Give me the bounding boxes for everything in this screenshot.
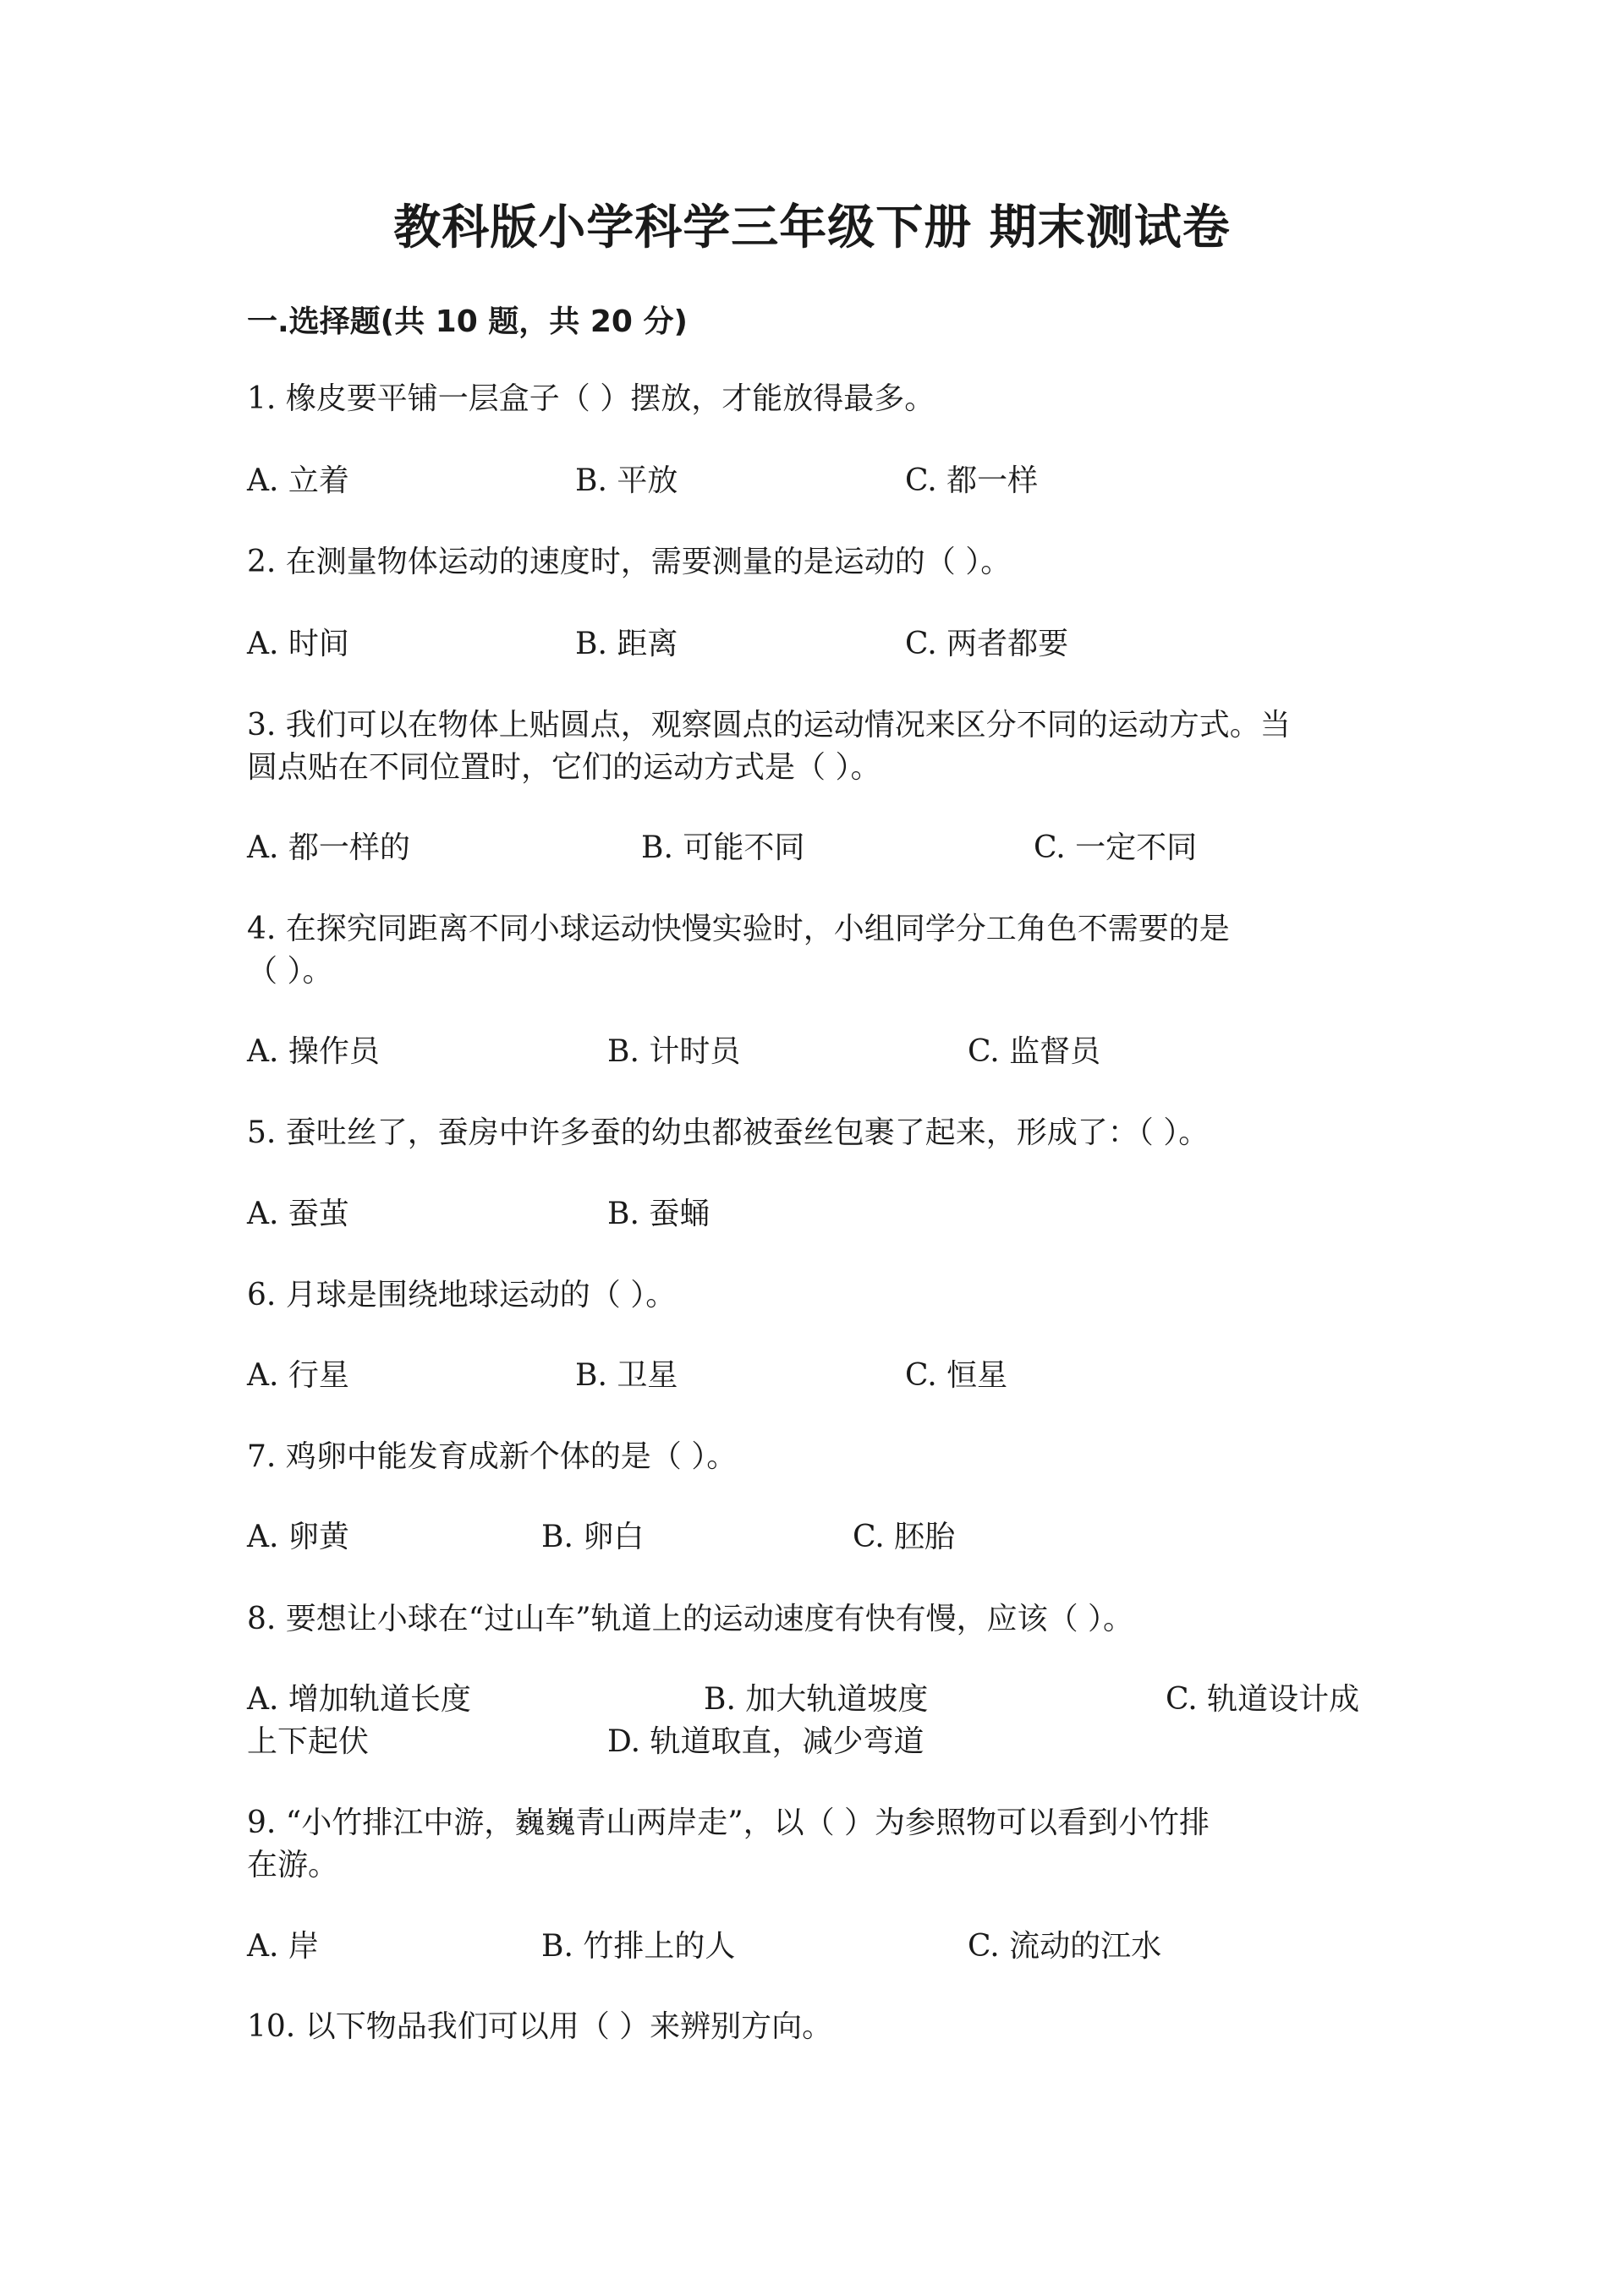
question-3-text-line-1: 3. 我们可以在物体上贴圆点，观察圆点的运动情况来区分不同的运动方式。当 — [247, 708, 1291, 743]
question-1-option-c[interactable]: C. 都一样 — [905, 463, 1039, 498]
question-4-text-line-1: 4. 在探究同距离不同小球运动快慢实验时，小组同学分工角色不需要的是 — [247, 912, 1230, 946]
question-4-option-b[interactable]: B. 计时员 — [607, 1034, 741, 1069]
question-5-option-b[interactable]: B. 蚕蛹 — [607, 1197, 710, 1231]
question-4-option-c[interactable]: C. 监督员 — [968, 1034, 1101, 1069]
question-3-text-line-2: 圆点贴在不同位置时，它们的运动方式是（ ）。 — [247, 750, 881, 785]
question-1-option-b[interactable]: B. 平放 — [575, 463, 678, 498]
question-8-option-c-continued[interactable]: 上下起伏 — [247, 1724, 370, 1759]
question-3-option-a[interactable]: A. 都一样的 — [247, 830, 410, 865]
question-2-option-b[interactable]: B. 距离 — [575, 627, 678, 661]
question-8-option-a[interactable]: A. 增加轨道长度 — [247, 1682, 471, 1717]
page-title: 教科版小学科学三年级下册 期末测试卷 — [393, 200, 1231, 255]
question-1-text: 1. 橡皮要平铺一层盒子（ ）摆放，才能放得最多。 — [247, 381, 935, 416]
question-7-option-a[interactable]: A. 卵黄 — [247, 1520, 349, 1554]
question-9-option-c[interactable]: C. 流动的江水 — [968, 1929, 1162, 1964]
question-8-option-b[interactable]: B. 加大轨道坡度 — [704, 1682, 929, 1717]
question-9-option-b[interactable]: B. 竹排上的人 — [541, 1929, 736, 1964]
question-7-option-b[interactable]: B. 卵白 — [541, 1520, 645, 1554]
question-2-option-c[interactable]: C. 两者都要 — [905, 627, 1069, 661]
question-1-option-a[interactable]: A. 立着 — [247, 463, 349, 498]
question-8-text: 8. 要想让小球在“过山车”轨道上的运动速度有快有慢，应该（ ）。 — [247, 1602, 1134, 1636]
question-3-option-c[interactable]: C. 一定不同 — [1034, 830, 1198, 865]
question-4-text-line-2: （ ）。 — [247, 954, 333, 989]
question-9-text-line-2: 在游。 — [247, 1848, 339, 1882]
question-9-option-a[interactable]: A. 岸 — [247, 1929, 319, 1964]
section-heading: 一.选择题(共 10 题，共 20 分) — [247, 304, 688, 339]
question-3-option-b[interactable]: B. 可能不同 — [641, 830, 805, 865]
question-6-text: 6. 月球是围绕地球运动的（ ）。 — [247, 1278, 677, 1312]
question-2-option-a[interactable]: A. 时间 — [247, 627, 349, 661]
question-9-text-line-1: 9. “小竹排江中游，巍巍青山两岸走”，以（ ）为参照物可以看到小竹排 — [247, 1806, 1210, 1840]
question-5-text: 5. 蚕吐丝了，蚕房中许多蚕的幼虫都被蚕丝包裹了起来，形成了：（ ）。 — [247, 1115, 1210, 1150]
question-6-option-b[interactable]: B. 卫星 — [575, 1358, 678, 1393]
question-6-option-a[interactable]: A. 行星 — [247, 1358, 349, 1393]
question-7-text: 7. 鸡卵中能发育成新个体的是（ ）。 — [247, 1439, 738, 1474]
question-2-text: 2. 在测量物体运动的速度时，需要测量的是运动的（ ）。 — [247, 545, 1012, 579]
question-10-text: 10. 以下物品我们可以用（ ）来辨别方向。 — [247, 2009, 833, 2044]
question-7-option-c[interactable]: C. 胚胎 — [853, 1520, 956, 1554]
question-4-option-a[interactable]: A. 操作员 — [247, 1034, 380, 1069]
question-5-option-a[interactable]: A. 蚕茧 — [247, 1197, 349, 1231]
question-8-option-d[interactable]: D. 轨道取直，减少弯道 — [607, 1724, 924, 1759]
question-8-option-c[interactable]: C. 轨道设计成 — [1166, 1682, 1360, 1717]
question-6-option-c[interactable]: C. 恒星 — [905, 1358, 1008, 1393]
